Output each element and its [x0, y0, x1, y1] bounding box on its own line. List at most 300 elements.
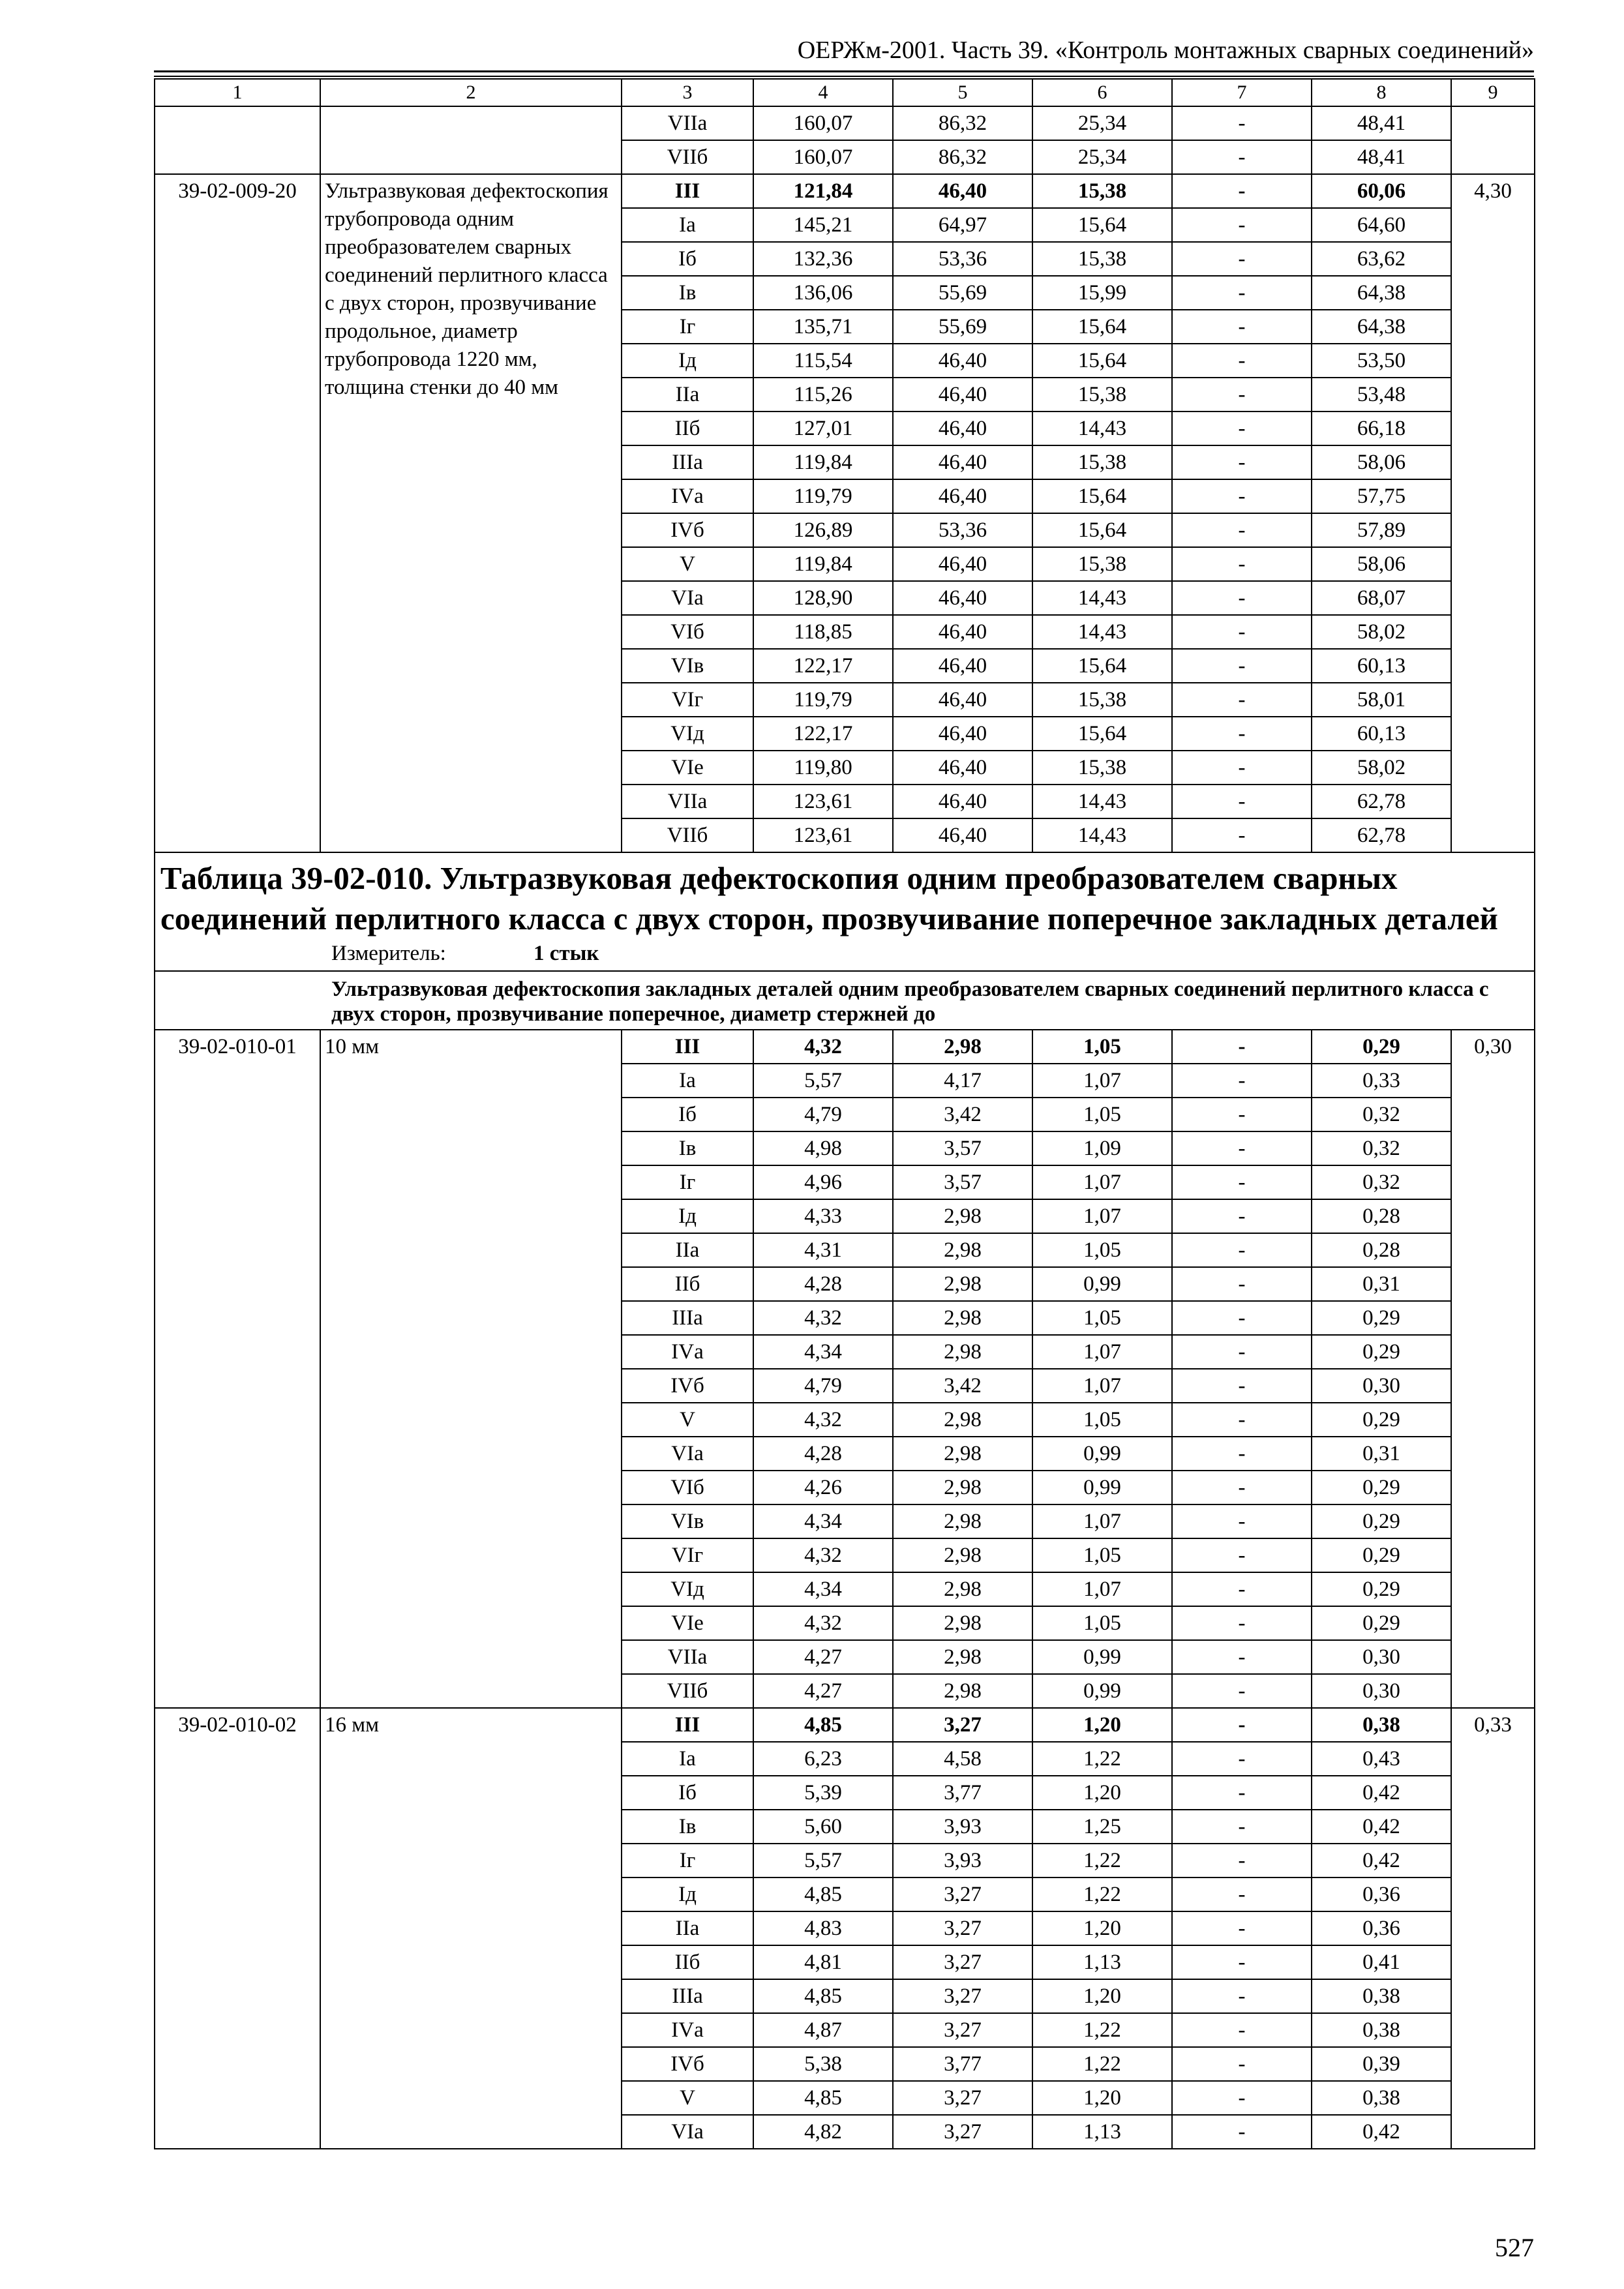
value-cell: 15,64: [1032, 717, 1172, 751]
column-number: 8: [1312, 79, 1451, 106]
meter-line: [160, 939, 1529, 970]
value-cell: 119,84: [753, 547, 893, 581]
value-cell: 4,85: [753, 1979, 893, 2013]
value-cell: 5,57: [753, 1844, 893, 1878]
value-cell: 2,98: [893, 1674, 1032, 1708]
value-cell: 46,40: [893, 445, 1032, 479]
value-cell: 4,79: [753, 1098, 893, 1131]
value-cell: IIIа: [622, 1979, 753, 2013]
value-cell: 4,28: [753, 1267, 893, 1301]
value-cell: 58,06: [1312, 445, 1451, 479]
value-cell: VIа: [622, 2115, 753, 2149]
value-cell: -: [1172, 1199, 1312, 1233]
value-cell: 0,29: [1312, 1606, 1451, 1640]
value-cell: -: [1172, 1437, 1312, 1471]
value-cell: 46,40: [893, 411, 1032, 445]
value-cell: 3,57: [893, 1165, 1032, 1199]
value-cell: -: [1172, 1878, 1312, 1911]
value-cell: 1,07: [1032, 1165, 1172, 1199]
value-cell: -: [1172, 1911, 1312, 1945]
rate-norm: 0,30: [1451, 1030, 1535, 1708]
value-cell: 60,06: [1312, 174, 1451, 208]
column-number-row: [155, 79, 1535, 106]
value-cell: 53,36: [893, 242, 1032, 276]
value-cell: 48,41: [1312, 106, 1451, 140]
value-cell: VIIа: [622, 785, 753, 818]
value-cell: 60,13: [1312, 717, 1451, 751]
value-cell: 0,99: [1032, 1471, 1172, 1504]
value-cell: -: [1172, 445, 1312, 479]
value-cell: Iд: [622, 344, 753, 378]
value-cell: VIг: [622, 1538, 753, 1572]
value-cell: 1,22: [1032, 2013, 1172, 2047]
value-cell: 2,98: [893, 1301, 1032, 1335]
value-cell: VIа: [622, 1437, 753, 1471]
value-cell: -: [1172, 1640, 1312, 1674]
value-cell: -: [1172, 2013, 1312, 2047]
value-cell: 2,98: [893, 1199, 1032, 1233]
value-cell: 15,64: [1032, 208, 1172, 242]
value-cell: -: [1172, 1776, 1312, 1810]
value-cell: VIIа: [622, 1640, 753, 1674]
value-cell: 0,99: [1032, 1437, 1172, 1471]
value-cell: 0,32: [1312, 1098, 1451, 1131]
value-cell: 5,39: [753, 1776, 893, 1810]
value-cell: -: [1172, 2115, 1312, 2149]
value-cell: 3,93: [893, 1844, 1032, 1878]
value-cell: 3,27: [893, 1878, 1032, 1911]
value-cell: 15,38: [1032, 683, 1172, 717]
value-cell: -: [1172, 1403, 1312, 1437]
value-cell: 53,50: [1312, 344, 1451, 378]
value-cell: 1,22: [1032, 1878, 1172, 1911]
value-cell: 4,96: [753, 1165, 893, 1199]
value-cell: 4,79: [753, 1369, 893, 1403]
value-cell: -: [1172, 1674, 1312, 1708]
value-cell: VIв: [622, 1504, 753, 1538]
value-cell: -: [1172, 1233, 1312, 1267]
value-cell: -: [1172, 106, 1312, 140]
value-cell: 4,26: [753, 1471, 893, 1504]
value-cell: 4,32: [753, 1030, 893, 1064]
value-cell: -: [1172, 581, 1312, 615]
section-title-cell: [155, 852, 1535, 971]
value-cell: -: [1172, 1131, 1312, 1165]
value-cell: 15,38: [1032, 751, 1172, 785]
value-cell: 1,25: [1032, 1810, 1172, 1844]
column-number: 7: [1172, 79, 1312, 106]
value-cell: 2,98: [893, 1233, 1032, 1267]
value-cell: V: [622, 547, 753, 581]
value-cell: 1,07: [1032, 1064, 1172, 1098]
value-cell: 15,64: [1032, 479, 1172, 513]
value-cell: 115,54: [753, 344, 893, 378]
value-cell: 0,29: [1312, 1403, 1451, 1437]
value-cell: 1,20: [1032, 1776, 1172, 1810]
rate-description: 16 мм: [320, 1708, 622, 2149]
value-cell: 4,31: [753, 1233, 893, 1267]
value-cell: -: [1172, 1267, 1312, 1301]
value-cell: 0,30: [1312, 1640, 1451, 1674]
column-number: 9: [1451, 79, 1535, 106]
value-cell: V: [622, 1403, 753, 1437]
value-cell: 126,89: [753, 513, 893, 547]
value-cell: Iа: [622, 208, 753, 242]
value-cell: 0,38: [1312, 1979, 1451, 2013]
value-cell: 4,82: [753, 2115, 893, 2149]
value-cell: 135,71: [753, 310, 893, 344]
value-cell: 0,38: [1312, 2081, 1451, 2115]
value-cell: 3,57: [893, 1131, 1032, 1165]
rates-table: [154, 78, 1535, 2149]
value-cell: 4,28: [753, 1437, 893, 1471]
value-cell: 4,17: [893, 1064, 1032, 1098]
value-cell: 0,29: [1312, 1572, 1451, 1606]
value-cell: 0,29: [1312, 1335, 1451, 1369]
value-cell: 2,98: [893, 1504, 1032, 1538]
value-cell: -: [1172, 683, 1312, 717]
value-cell: 1,22: [1032, 2047, 1172, 2081]
value-cell: VIе: [622, 1606, 753, 1640]
value-cell: 14,43: [1032, 818, 1172, 852]
value-cell: 15,38: [1032, 445, 1172, 479]
value-cell: 119,80: [753, 751, 893, 785]
value-cell: 118,85: [753, 615, 893, 649]
value-cell: VIIа: [622, 106, 753, 140]
value-cell: 46,40: [893, 818, 1032, 852]
value-cell: 5,57: [753, 1064, 893, 1098]
value-cell: 86,32: [893, 106, 1032, 140]
value-cell: -: [1172, 1572, 1312, 1606]
rate-norm: 4,30: [1451, 174, 1535, 852]
value-cell: 121,84: [753, 174, 893, 208]
value-cell: -: [1172, 1504, 1312, 1538]
value-cell: 15,64: [1032, 513, 1172, 547]
value-cell: 46,40: [893, 479, 1032, 513]
running-header: ОЕРЖм-2001. Часть 39. «Контроль монтажных сварных соединений»: [797, 37, 1534, 64]
value-cell: 46,40: [893, 615, 1032, 649]
value-cell: 55,69: [893, 310, 1032, 344]
norm-cell: [1451, 106, 1535, 174]
value-cell: 1,20: [1032, 1708, 1172, 1742]
value-cell: VIг: [622, 683, 753, 717]
value-cell: 1,20: [1032, 1911, 1172, 1945]
value-cell: 2,98: [893, 1335, 1032, 1369]
header-rule: [154, 70, 1534, 72]
value-cell: 4,58: [893, 1742, 1032, 1776]
value-cell: 64,38: [1312, 310, 1451, 344]
rate-code: 39-02-010-02: [155, 1708, 320, 2149]
value-cell: 3,77: [893, 2047, 1032, 2081]
value-cell: Iб: [622, 1776, 753, 1810]
value-cell: -: [1172, 1030, 1312, 1064]
value-cell: 46,40: [893, 683, 1032, 717]
value-cell: IIа: [622, 1233, 753, 1267]
value-cell: 0,43: [1312, 1742, 1451, 1776]
value-cell: VIIб: [622, 1674, 753, 1708]
value-cell: -: [1172, 1606, 1312, 1640]
value-cell: -: [1172, 1301, 1312, 1335]
value-cell: 58,02: [1312, 751, 1451, 785]
value-cell: 4,34: [753, 1504, 893, 1538]
value-cell: 25,34: [1032, 106, 1172, 140]
value-cell: Iг: [622, 1844, 753, 1878]
value-cell: IVа: [622, 479, 753, 513]
value-cell: -: [1172, 547, 1312, 581]
value-cell: 1,22: [1032, 1742, 1172, 1776]
value-cell: 5,38: [753, 2047, 893, 2081]
value-cell: -: [1172, 649, 1312, 683]
value-cell: 0,31: [1312, 1437, 1451, 1471]
value-cell: 1,20: [1032, 2081, 1172, 2115]
value-cell: 119,84: [753, 445, 893, 479]
value-cell: 1,05: [1032, 1301, 1172, 1335]
value-cell: Iв: [622, 1810, 753, 1844]
value-cell: 115,26: [753, 378, 893, 411]
value-cell: 3,27: [893, 1979, 1032, 2013]
value-cell: 122,17: [753, 717, 893, 751]
value-cell: 4,32: [753, 1606, 893, 1640]
value-cell: -: [1172, 1979, 1312, 2013]
value-cell: 3,27: [893, 1911, 1032, 1945]
value-cell: 4,85: [753, 2081, 893, 2115]
value-cell: III: [622, 174, 753, 208]
value-cell: 1,13: [1032, 1945, 1172, 1979]
value-cell: 4,32: [753, 1403, 893, 1437]
value-cell: 25,34: [1032, 140, 1172, 174]
rate-description: 10 мм: [320, 1030, 622, 1708]
value-cell: -: [1172, 1165, 1312, 1199]
value-cell: 4,32: [753, 1301, 893, 1335]
value-cell: 1,22: [1032, 1844, 1172, 1878]
value-cell: 4,85: [753, 1878, 893, 1911]
value-cell: 4,98: [753, 1131, 893, 1165]
value-cell: 0,38: [1312, 1708, 1451, 1742]
value-cell: VIд: [622, 1572, 753, 1606]
section-subtitle: Ультразвуковая дефектоскопия закладных деталей одним преобразователем сварных соединений перлитного класса с двух сторон, прозвучивание поперечное, диаметр стержней до: [155, 971, 1535, 1030]
value-cell: 0,32: [1312, 1165, 1451, 1199]
value-cell: 4,34: [753, 1335, 893, 1369]
value-cell: 0,29: [1312, 1471, 1451, 1504]
value-cell: 58,01: [1312, 683, 1451, 717]
value-cell: 46,40: [893, 649, 1032, 683]
value-cell: -: [1172, 1064, 1312, 1098]
value-cell: -: [1172, 1335, 1312, 1369]
value-cell: 55,69: [893, 276, 1032, 310]
value-cell: IIа: [622, 378, 753, 411]
value-cell: 0,30: [1312, 1369, 1451, 1403]
value-cell: 46,40: [893, 378, 1032, 411]
value-cell: -: [1172, 378, 1312, 411]
value-cell: 14,43: [1032, 411, 1172, 445]
value-cell: 1,07: [1032, 1504, 1172, 1538]
value-cell: Iв: [622, 276, 753, 310]
value-cell: 46,40: [893, 344, 1032, 378]
value-cell: 46,40: [893, 547, 1032, 581]
value-cell: 1,07: [1032, 1572, 1172, 1606]
value-cell: 2,98: [893, 1538, 1032, 1572]
value-cell: 0,42: [1312, 1810, 1451, 1844]
meter-value: 1 стык: [534, 942, 599, 965]
value-cell: 1,20: [1032, 1979, 1172, 2013]
table-row: [155, 1708, 1535, 1742]
value-cell: 1,07: [1032, 1335, 1172, 1369]
value-cell: 1,05: [1032, 1098, 1172, 1131]
value-cell: 15,64: [1032, 344, 1172, 378]
value-cell: -: [1172, 140, 1312, 174]
value-cell: 1,05: [1032, 1233, 1172, 1267]
value-cell: Iг: [622, 1165, 753, 1199]
column-number: 5: [893, 79, 1032, 106]
value-cell: 2,98: [893, 1572, 1032, 1606]
value-cell: IIб: [622, 1945, 753, 1979]
value-cell: 1,09: [1032, 1131, 1172, 1165]
value-cell: 2,98: [893, 1640, 1032, 1674]
rate-code: 39-02-010-01: [155, 1030, 320, 1708]
value-cell: 1,05: [1032, 1403, 1172, 1437]
value-cell: 68,07: [1312, 581, 1451, 615]
value-cell: VIIб: [622, 818, 753, 852]
value-cell: IIб: [622, 411, 753, 445]
value-cell: 3,27: [893, 1945, 1032, 1979]
value-cell: -: [1172, 479, 1312, 513]
value-cell: 0,33: [1312, 1064, 1451, 1098]
value-cell: 2,98: [893, 1437, 1032, 1471]
value-cell: VIб: [622, 1471, 753, 1504]
value-cell: -: [1172, 344, 1312, 378]
value-cell: 3,42: [893, 1369, 1032, 1403]
value-cell: 0,99: [1032, 1640, 1172, 1674]
value-cell: -: [1172, 1844, 1312, 1878]
value-cell: Iд: [622, 1878, 753, 1911]
value-cell: -: [1172, 1538, 1312, 1572]
value-cell: -: [1172, 1945, 1312, 1979]
value-cell: 0,32: [1312, 1131, 1451, 1165]
value-cell: V: [622, 2081, 753, 2115]
value-cell: III: [622, 1708, 753, 1742]
value-cell: 0,29: [1312, 1030, 1451, 1064]
value-cell: 1,07: [1032, 1369, 1172, 1403]
value-cell: 4,27: [753, 1640, 893, 1674]
value-cell: 128,90: [753, 581, 893, 615]
value-cell: 145,21: [753, 208, 893, 242]
column-number: 4: [753, 79, 893, 106]
value-cell: -: [1172, 615, 1312, 649]
value-cell: IVб: [622, 2047, 753, 2081]
value-cell: 0,36: [1312, 1878, 1451, 1911]
value-cell: 0,28: [1312, 1199, 1451, 1233]
value-cell: Iг: [622, 310, 753, 344]
value-cell: -: [1172, 1098, 1312, 1131]
column-number: 2: [320, 79, 622, 106]
value-cell: 1,05: [1032, 1606, 1172, 1640]
value-cell: 0,39: [1312, 2047, 1451, 2081]
value-cell: 0,31: [1312, 1267, 1451, 1301]
value-cell: Iд: [622, 1199, 753, 1233]
value-cell: 160,07: [753, 106, 893, 140]
value-cell: 2,98: [893, 1471, 1032, 1504]
value-cell: 15,99: [1032, 276, 1172, 310]
table-title: Таблица 39-02-010. Ультразвуковая дефектоскопия одним преобразователем сварных соединений перлитного класса с двух сторон, прозвучивание поперечное закладных деталей: [160, 860, 1498, 936]
value-cell: Iа: [622, 1742, 753, 1776]
value-cell: 15,38: [1032, 174, 1172, 208]
value-cell: 122,17: [753, 649, 893, 683]
value-cell: -: [1172, 751, 1312, 785]
value-cell: 46,40: [893, 751, 1032, 785]
value-cell: 3,27: [893, 1708, 1032, 1742]
value-cell: IIIа: [622, 1301, 753, 1335]
value-cell: -: [1172, 411, 1312, 445]
value-cell: Iб: [622, 242, 753, 276]
value-cell: 4,81: [753, 1945, 893, 1979]
value-cell: 60,13: [1312, 649, 1451, 683]
value-cell: 62,78: [1312, 785, 1451, 818]
value-cell: VIб: [622, 615, 753, 649]
value-cell: 0,42: [1312, 1776, 1451, 1810]
value-cell: -: [1172, 1708, 1312, 1742]
value-cell: 0,99: [1032, 1674, 1172, 1708]
value-cell: -: [1172, 2047, 1312, 2081]
value-cell: VIIб: [622, 140, 753, 174]
value-cell: 4,27: [753, 1674, 893, 1708]
value-cell: 160,07: [753, 140, 893, 174]
value-cell: 119,79: [753, 683, 893, 717]
meter-label: Измеритель:: [331, 942, 446, 965]
column-number: 1: [155, 79, 320, 106]
value-cell: IVа: [622, 1335, 753, 1369]
value-cell: 46,40: [893, 174, 1032, 208]
value-cell: 57,75: [1312, 479, 1451, 513]
table-row: [155, 106, 1535, 140]
value-cell: 1,05: [1032, 1538, 1172, 1572]
value-cell: -: [1172, 1742, 1312, 1776]
value-cell: 0,99: [1032, 1267, 1172, 1301]
value-cell: -: [1172, 1369, 1312, 1403]
value-cell: VIд: [622, 717, 753, 751]
value-cell: -: [1172, 1471, 1312, 1504]
value-cell: -: [1172, 785, 1312, 818]
value-cell: 0,28: [1312, 1233, 1451, 1267]
rate-norm: 0,33: [1451, 1708, 1535, 2149]
value-cell: 0,41: [1312, 1945, 1451, 1979]
value-cell: 53,48: [1312, 378, 1451, 411]
rate-description: Ультразвуковая дефектоскопия трубопровода одним преобразователем сварных соединений перлитного класса с двух сторон, прозвучивание продольное, диаметр трубопровода 1220 мм, толщина стенки до 40 мм: [320, 174, 622, 852]
value-cell: 1,05: [1032, 1030, 1172, 1064]
value-cell: Iб: [622, 1098, 753, 1131]
value-cell: 1,07: [1032, 1199, 1172, 1233]
section-title-row: [155, 852, 1535, 971]
value-cell: 6,23: [753, 1742, 893, 1776]
value-cell: 2,98: [893, 1606, 1032, 1640]
value-cell: 4,32: [753, 1538, 893, 1572]
value-cell: 0,29: [1312, 1504, 1451, 1538]
value-cell: 5,60: [753, 1810, 893, 1844]
value-cell: 3,77: [893, 1776, 1032, 1810]
value-cell: 14,43: [1032, 615, 1172, 649]
value-cell: 2,98: [893, 1267, 1032, 1301]
value-cell: 57,89: [1312, 513, 1451, 547]
value-cell: Iа: [622, 1064, 753, 1098]
page-number: 527: [1495, 2233, 1534, 2262]
rate-code: 39-02-009-20: [155, 174, 320, 852]
value-cell: 4,83: [753, 1911, 893, 1945]
value-cell: -: [1172, 513, 1312, 547]
section-subtitle-row: [155, 971, 1535, 1030]
value-cell: 4,85: [753, 1708, 893, 1742]
value-cell: -: [1172, 717, 1312, 751]
value-cell: -: [1172, 242, 1312, 276]
value-cell: -: [1172, 1810, 1312, 1844]
